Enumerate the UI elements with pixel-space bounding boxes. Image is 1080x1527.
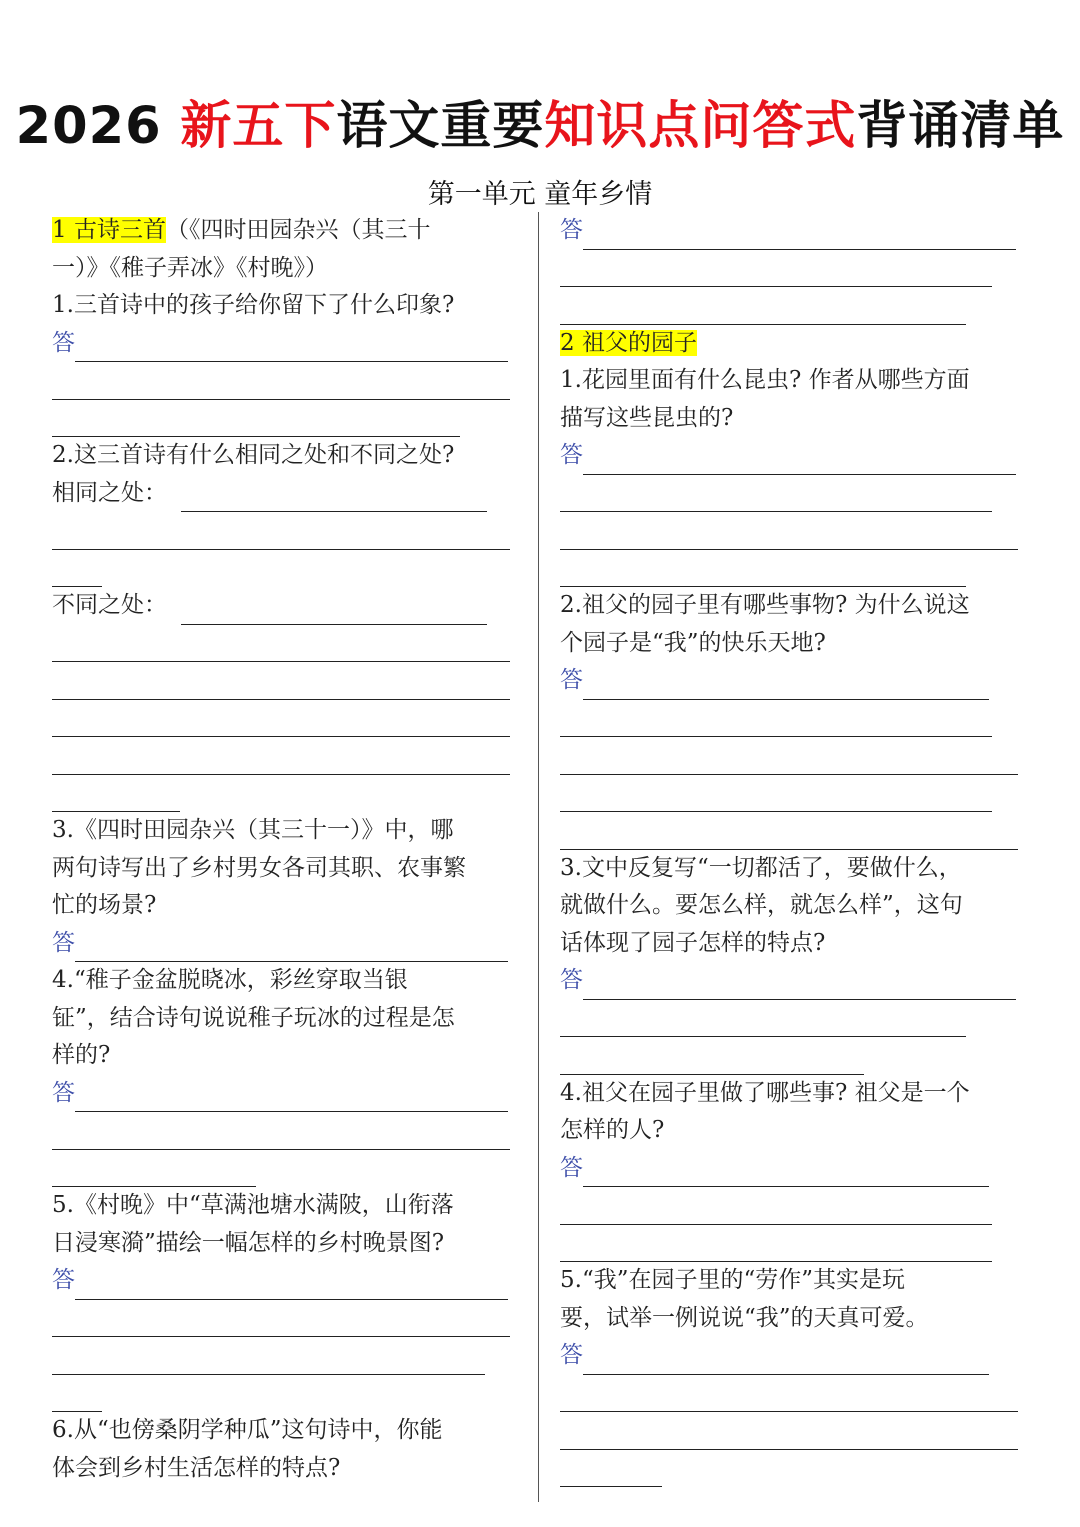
- answer-label: 答: [52, 929, 75, 956]
- answer-row[interactable]: [52, 587, 510, 625]
- answer-row[interactable]: [560, 550, 1018, 588]
- title-year: 2026: [15, 97, 162, 156]
- answer-row[interactable]: [560, 1187, 1018, 1225]
- answer-label: 答: [560, 1154, 583, 1181]
- question-text: 5.《村晚》中“草满池塘水满陂，山衔落: [52, 1192, 454, 1218]
- answer-row[interactable]: [52, 925, 510, 963]
- question-text: 钲”，结合诗句说说稚子玩冰的过程是怎: [52, 1004, 455, 1031]
- section-heading: [52, 212, 510, 250]
- section-heading-cont: 一）》《稚子弄冰》《村晚》）: [52, 254, 328, 281]
- answer-row[interactable]: [52, 362, 510, 400]
- question-text: 忙的场景?: [52, 892, 157, 918]
- title-grade: 新五下: [180, 97, 337, 156]
- page-title: [0, 84, 1080, 158]
- answer-row[interactable]: [52, 1150, 510, 1188]
- answer-label: 答: [560, 217, 583, 243]
- question-text: 3.文中反复写“一切都活了，要做什么，: [560, 854, 962, 881]
- answer-label: 答: [560, 442, 583, 468]
- answer-row[interactable]: [52, 1112, 510, 1150]
- answer-row[interactable]: [560, 512, 1018, 550]
- question-text: 2.祖父的园子里有哪些事物? 为什么说这: [560, 592, 970, 618]
- answer-row[interactable]: [560, 1412, 1018, 1450]
- question-text: 5.“我”在园子里的“劳作”其实是玩: [560, 1267, 905, 1293]
- column-divider: [538, 212, 539, 1502]
- answer-label: 答: [52, 1267, 75, 1293]
- section-tag-highlight: 2 祖父的园子: [560, 329, 697, 356]
- answer-line[interactable]: [560, 1486, 662, 1487]
- same-label: 相同之处：: [52, 479, 167, 506]
- answer-row[interactable]: [52, 775, 510, 813]
- answer-row[interactable]: [560, 962, 1018, 1000]
- answer-row[interactable]: [560, 812, 1018, 850]
- title-suffix: 背诵清单: [856, 97, 1065, 156]
- left-column: [52, 212, 510, 1487]
- answer-row[interactable]: [560, 1375, 1018, 1413]
- question-text: 2.这三首诗有什么相同之处和不同之处?: [52, 442, 455, 468]
- answer-row[interactable]: [560, 475, 1018, 513]
- answer-label: 答: [52, 1079, 75, 1106]
- answer-row[interactable]: [52, 475, 510, 513]
- question-text: 描写这些昆虫的?: [560, 404, 734, 431]
- answer-row[interactable]: [560, 1037, 1018, 1075]
- answer-row[interactable]: [560, 775, 1018, 813]
- answer-row[interactable]: [560, 1150, 1018, 1188]
- question-text: 话体现了园子怎样的特点?: [560, 929, 826, 956]
- answer-row[interactable]: [560, 212, 1018, 250]
- question-text: 怎样的人?: [560, 1117, 665, 1143]
- answer-row[interactable]: [560, 250, 1018, 288]
- answer-row[interactable]: [52, 737, 510, 775]
- answer-row[interactable]: [560, 1337, 1018, 1375]
- question-text: 体会到乡村生活怎样的特点?: [52, 1454, 341, 1481]
- answer-row[interactable]: [52, 512, 510, 550]
- answer-row[interactable]: [52, 550, 510, 588]
- unit-heading: 第一单元 童年乡情: [427, 179, 653, 210]
- answer-label: 答: [52, 329, 75, 356]
- answer-row[interactable]: [52, 1262, 510, 1300]
- answer-row[interactable]: [560, 1000, 1018, 1038]
- right-column: [560, 212, 1018, 1487]
- answer-row[interactable]: [560, 437, 1018, 475]
- question-text: 4.祖父在园子里做了哪些事? 祖父是一个: [560, 1079, 970, 1106]
- answer-label: 答: [560, 667, 583, 693]
- answer-row[interactable]: [52, 1075, 510, 1113]
- title-subject: 语文重要: [336, 97, 545, 156]
- question-text: 样的?: [52, 1042, 111, 1068]
- section-heading: [560, 325, 1018, 363]
- answer-row[interactable]: [52, 1375, 510, 1413]
- question-text: 3.《四时田园杂兴（其三十一）》中，哪: [52, 817, 454, 843]
- answer-row[interactable]: [560, 700, 1018, 738]
- question-text: 要，试举一例说说“我”的天真可爱。: [560, 1304, 929, 1331]
- section-tag-highlight: 1 古诗三首: [52, 217, 166, 243]
- answer-row[interactable]: [52, 400, 510, 438]
- section-heading-text: （《四时田园杂兴（其三十: [165, 217, 431, 243]
- question-text: 日浸寒漪”描绘一幅怎样的乡村晚景图?: [52, 1229, 445, 1256]
- answer-row[interactable]: [560, 737, 1018, 775]
- question-text: 两句诗写出了乡村男女各司其职、农事繁: [52, 854, 466, 881]
- question-text: 1.三首诗中的孩子给你留下了什么印象?: [52, 292, 455, 318]
- answer-row[interactable]: [52, 625, 510, 663]
- answer-row[interactable]: [560, 662, 1018, 700]
- answer-row[interactable]: [52, 662, 510, 700]
- question-text: 4.“稚子金盆脱晓冰，彩丝穿取当银: [52, 967, 408, 993]
- diff-label: 不同之处：: [52, 592, 167, 618]
- answer-row[interactable]: [52, 325, 510, 363]
- answer-row[interactable]: [52, 1337, 510, 1375]
- question-text: 个园子是“我”的快乐天地?: [560, 629, 826, 656]
- answer-row[interactable]: [560, 287, 1018, 325]
- answer-row[interactable]: [52, 700, 510, 738]
- answer-row[interactable]: [560, 1225, 1018, 1263]
- answer-row[interactable]: [52, 1300, 510, 1338]
- answer-row[interactable]: [560, 1450, 1018, 1488]
- answer-label: 答: [560, 1342, 583, 1368]
- question-text: 就做什么。要怎么样，就怎么样”，这句: [560, 892, 963, 918]
- question-text: 1.花园里面有什么昆虫? 作者从哪些方面: [560, 367, 970, 393]
- question-text: 6.从“也傍桑阴学种瓜”这句诗中，你能: [52, 1417, 443, 1443]
- title-highlight: 知识点问答式: [544, 97, 857, 156]
- answer-label: 答: [560, 967, 583, 993]
